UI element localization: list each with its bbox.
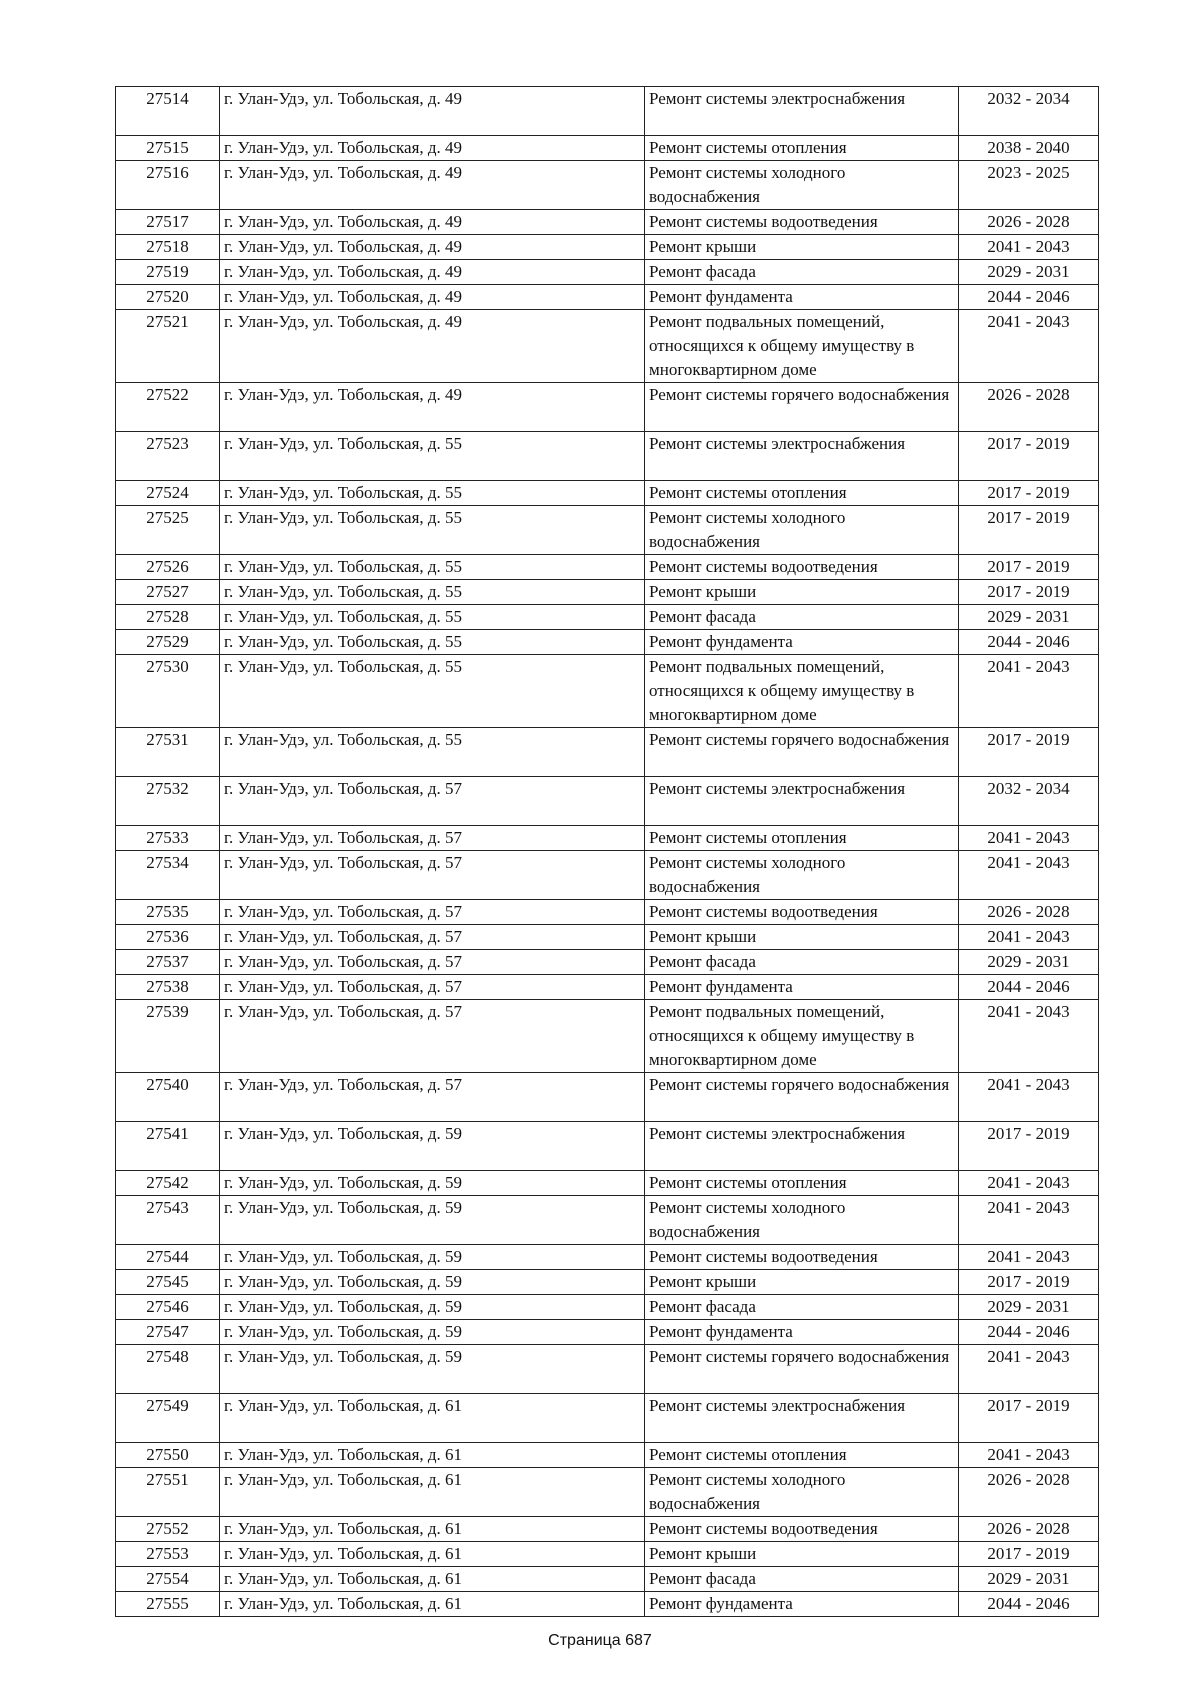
table-row [116, 432, 1099, 481]
address-cell: г. Улан-Удэ, ул. Тобольская, д. 55 [220, 605, 645, 630]
work-type-cell: Ремонт фундамента [645, 630, 959, 655]
work-type-cell: Ремонт системы горячего водоснабжения [645, 383, 959, 432]
address-cell: г. Улан-Удэ, ул. Тобольская, д. 59 [220, 1245, 645, 1270]
table-row [116, 555, 1099, 580]
table-row [116, 506, 1099, 555]
address-cell: г. Улан-Удэ, ул. Тобольская, д. 49 [220, 285, 645, 310]
address-cell: г. Улан-Удэ, ул. Тобольская, д. 57 [220, 777, 645, 826]
table-body [116, 87, 1099, 1617]
id-cell: 27522 [116, 383, 220, 432]
work-type-cell: Ремонт системы электроснабжения [645, 1394, 959, 1443]
table-row [116, 1517, 1099, 1542]
period-cell: 2044 - 2046 [959, 975, 1099, 1000]
work-type-cell: Ремонт системы водоотведения [645, 1245, 959, 1270]
work-type-cell: Ремонт фасада [645, 260, 959, 285]
address-cell: г. Улан-Удэ, ул. Тобольская, д. 55 [220, 630, 645, 655]
address-cell: г. Улан-Удэ, ул. Тобольская, д. 59 [220, 1171, 645, 1196]
id-cell: 27518 [116, 235, 220, 260]
table-row [116, 1295, 1099, 1320]
address-cell: г. Улан-Удэ, ул. Тобольская, д. 49 [220, 310, 645, 383]
work-type-cell: Ремонт системы отопления [645, 1171, 959, 1196]
work-type-cell: Ремонт крыши [645, 1542, 959, 1567]
period-cell: 2041 - 2043 [959, 1196, 1099, 1245]
period-cell: 2044 - 2046 [959, 1592, 1099, 1617]
period-cell: 2017 - 2019 [959, 1542, 1099, 1567]
table-row [116, 950, 1099, 975]
table-row [116, 1320, 1099, 1345]
id-cell: 27529 [116, 630, 220, 655]
address-cell: г. Улан-Удэ, ул. Тобольская, д. 57 [220, 900, 645, 925]
work-type-cell: Ремонт системы электроснабжения [645, 87, 959, 136]
table-row [116, 1443, 1099, 1468]
address-cell: г. Улан-Удэ, ул. Тобольская, д. 55 [220, 481, 645, 506]
address-cell: г. Улан-Удэ, ул. Тобольская, д. 49 [220, 383, 645, 432]
table-row [116, 310, 1099, 383]
period-cell: 2041 - 2043 [959, 1345, 1099, 1394]
id-cell: 27514 [116, 87, 220, 136]
period-cell: 2026 - 2028 [959, 1468, 1099, 1517]
table-row [116, 481, 1099, 506]
period-cell: 2023 - 2025 [959, 161, 1099, 210]
id-cell: 27517 [116, 210, 220, 235]
address-cell: г. Улан-Удэ, ул. Тобольская, д. 57 [220, 975, 645, 1000]
address-cell: г. Улан-Удэ, ул. Тобольская, д. 61 [220, 1542, 645, 1567]
table-row [116, 925, 1099, 950]
work-type-cell: Ремонт фасада [645, 1567, 959, 1592]
table-row [116, 900, 1099, 925]
period-cell: 2026 - 2028 [959, 900, 1099, 925]
id-cell: 27550 [116, 1443, 220, 1468]
work-type-cell: Ремонт системы водоотведения [645, 1517, 959, 1542]
work-type-cell: Ремонт системы отопления [645, 1443, 959, 1468]
table-row [116, 630, 1099, 655]
period-cell: 2017 - 2019 [959, 728, 1099, 777]
table-row [116, 260, 1099, 285]
period-cell: 2044 - 2046 [959, 1320, 1099, 1345]
id-cell: 27552 [116, 1517, 220, 1542]
table-row [116, 1270, 1099, 1295]
table-row [116, 777, 1099, 826]
table-row [116, 655, 1099, 728]
work-type-cell: Ремонт системы отопления [645, 481, 959, 506]
work-type-cell: Ремонт системы холодного водоснабжения [645, 1196, 959, 1245]
work-type-cell: Ремонт фундамента [645, 285, 959, 310]
table-row [116, 1592, 1099, 1617]
work-type-cell: Ремонт системы холодного водоснабжения [645, 851, 959, 900]
address-cell: г. Улан-Удэ, ул. Тобольская, д. 55 [220, 555, 645, 580]
id-cell: 27537 [116, 950, 220, 975]
work-type-cell: Ремонт системы электроснабжения [645, 777, 959, 826]
address-cell: г. Улан-Удэ, ул. Тобольская, д. 61 [220, 1443, 645, 1468]
address-cell: г. Улан-Удэ, ул. Тобольская, д. 61 [220, 1468, 645, 1517]
id-cell: 27536 [116, 925, 220, 950]
work-type-cell: Ремонт системы водоотведения [645, 900, 959, 925]
id-cell: 27555 [116, 1592, 220, 1617]
table-row [116, 1345, 1099, 1394]
id-cell: 27516 [116, 161, 220, 210]
table-row [116, 1000, 1099, 1073]
id-cell: 27542 [116, 1171, 220, 1196]
period-cell: 2026 - 2028 [959, 1517, 1099, 1542]
id-cell: 27520 [116, 285, 220, 310]
work-type-cell: Ремонт системы горячего водоснабжения [645, 1073, 959, 1122]
period-cell: 2041 - 2043 [959, 310, 1099, 383]
id-cell: 27539 [116, 1000, 220, 1073]
address-cell: г. Улан-Удэ, ул. Тобольская, д. 57 [220, 1073, 645, 1122]
period-cell: 2029 - 2031 [959, 950, 1099, 975]
address-cell: г. Улан-Удэ, ул. Тобольская, д. 61 [220, 1517, 645, 1542]
work-type-cell: Ремонт системы холодного водоснабжения [645, 506, 959, 555]
id-cell: 27534 [116, 851, 220, 900]
table-row [116, 1542, 1099, 1567]
id-cell: 27541 [116, 1122, 220, 1171]
work-type-cell: Ремонт крыши [645, 235, 959, 260]
id-cell: 27540 [116, 1073, 220, 1122]
work-type-cell: Ремонт крыши [645, 580, 959, 605]
work-type-cell: Ремонт системы электроснабжения [645, 432, 959, 481]
work-type-cell: Ремонт крыши [645, 1270, 959, 1295]
id-cell: 27546 [116, 1295, 220, 1320]
id-cell: 27543 [116, 1196, 220, 1245]
address-cell: г. Улан-Удэ, ул. Тобольская, д. 49 [220, 161, 645, 210]
work-type-cell: Ремонт системы горячего водоснабжения [645, 728, 959, 777]
address-cell: г. Улан-Удэ, ул. Тобольская, д. 61 [220, 1567, 645, 1592]
table-row [116, 1073, 1099, 1122]
id-cell: 27535 [116, 900, 220, 925]
work-type-cell: Ремонт фундамента [645, 1320, 959, 1345]
period-cell: 2017 - 2019 [959, 481, 1099, 506]
id-cell: 27544 [116, 1245, 220, 1270]
table-row [116, 1171, 1099, 1196]
period-cell: 2038 - 2040 [959, 136, 1099, 161]
id-cell: 27530 [116, 655, 220, 728]
period-cell: 2044 - 2046 [959, 630, 1099, 655]
address-cell: г. Улан-Удэ, ул. Тобольская, д. 61 [220, 1394, 645, 1443]
table-row [116, 87, 1099, 136]
id-cell: 27521 [116, 310, 220, 383]
address-cell: г. Улан-Удэ, ул. Тобольская, д. 59 [220, 1270, 645, 1295]
work-type-cell: Ремонт фундамента [645, 975, 959, 1000]
repair-schedule-table [115, 86, 1099, 1617]
id-cell: 27551 [116, 1468, 220, 1517]
period-cell: 2026 - 2028 [959, 383, 1099, 432]
table-row [116, 136, 1099, 161]
work-type-cell: Ремонт фасада [645, 1295, 959, 1320]
id-cell: 27532 [116, 777, 220, 826]
period-cell: 2029 - 2031 [959, 1567, 1099, 1592]
work-type-cell: Ремонт подвальных помещений, относящихся к общему имуществу в многоквартирном доме [645, 310, 959, 383]
address-cell: г. Улан-Удэ, ул. Тобольская, д. 49 [220, 87, 645, 136]
work-type-cell: Ремонт крыши [645, 925, 959, 950]
id-cell: 27531 [116, 728, 220, 777]
period-cell: 2017 - 2019 [959, 1122, 1099, 1171]
id-cell: 27515 [116, 136, 220, 161]
period-cell: 2029 - 2031 [959, 260, 1099, 285]
address-cell: г. Улан-Удэ, ул. Тобольская, д. 57 [220, 950, 645, 975]
id-cell: 27527 [116, 580, 220, 605]
period-cell: 2041 - 2043 [959, 826, 1099, 851]
id-cell: 27538 [116, 975, 220, 1000]
work-type-cell: Ремонт фасада [645, 605, 959, 630]
address-cell: г. Улан-Удэ, ул. Тобольская, д. 59 [220, 1196, 645, 1245]
table-row [116, 826, 1099, 851]
table-row [116, 235, 1099, 260]
table-row [116, 383, 1099, 432]
period-cell: 2029 - 2031 [959, 605, 1099, 630]
period-cell: 2026 - 2028 [959, 210, 1099, 235]
work-type-cell: Ремонт системы холодного водоснабжения [645, 161, 959, 210]
period-cell: 2017 - 2019 [959, 432, 1099, 481]
address-cell: г. Улан-Удэ, ул. Тобольская, д. 57 [220, 851, 645, 900]
table-row [116, 1567, 1099, 1592]
id-cell: 27554 [116, 1567, 220, 1592]
address-cell: г. Улан-Удэ, ул. Тобольская, д. 57 [220, 826, 645, 851]
id-cell: 27524 [116, 481, 220, 506]
address-cell: г. Улан-Удэ, ул. Тобольская, д. 55 [220, 432, 645, 481]
period-cell: 2041 - 2043 [959, 1073, 1099, 1122]
address-cell: г. Улан-Удэ, ул. Тобольская, д. 59 [220, 1320, 645, 1345]
table-row [116, 210, 1099, 235]
address-cell: г. Улан-Удэ, ул. Тобольская, д. 49 [220, 260, 645, 285]
page-number: Страница 687 [548, 1632, 652, 1649]
work-type-cell: Ремонт системы холодного водоснабжения [645, 1468, 959, 1517]
period-cell: 2017 - 2019 [959, 506, 1099, 555]
address-cell: г. Улан-Удэ, ул. Тобольская, д. 49 [220, 210, 645, 235]
period-cell: 2017 - 2019 [959, 555, 1099, 580]
period-cell: 2032 - 2034 [959, 87, 1099, 136]
work-type-cell: Ремонт подвальных помещений, относящихся к общему имуществу в многоквартирном доме [645, 1000, 959, 1073]
table-row [116, 1245, 1099, 1270]
id-cell: 27525 [116, 506, 220, 555]
period-cell: 2041 - 2043 [959, 925, 1099, 950]
period-cell: 2017 - 2019 [959, 1270, 1099, 1295]
period-cell: 2017 - 2019 [959, 580, 1099, 605]
id-cell: 27533 [116, 826, 220, 851]
work-type-cell: Ремонт системы горячего водоснабжения [645, 1345, 959, 1394]
table-row [116, 1196, 1099, 1245]
address-cell: г. Улан-Удэ, ул. Тобольская, д. 55 [220, 506, 645, 555]
address-cell: г. Улан-Удэ, ул. Тобольская, д. 59 [220, 1122, 645, 1171]
address-cell: г. Улан-Удэ, ул. Тобольская, д. 55 [220, 655, 645, 728]
table-row [116, 161, 1099, 210]
period-cell: 2032 - 2034 [959, 777, 1099, 826]
table-row [116, 728, 1099, 777]
table-row [116, 851, 1099, 900]
work-type-cell: Ремонт фасада [645, 950, 959, 975]
id-cell: 27545 [116, 1270, 220, 1295]
address-cell: г. Улан-Удэ, ул. Тобольская, д. 59 [220, 1295, 645, 1320]
period-cell: 2041 - 2043 [959, 1443, 1099, 1468]
period-cell: 2044 - 2046 [959, 285, 1099, 310]
period-cell: 2041 - 2043 [959, 1245, 1099, 1270]
work-type-cell: Ремонт фундамента [645, 1592, 959, 1617]
work-type-cell: Ремонт системы электроснабжения [645, 1122, 959, 1171]
id-cell: 27528 [116, 605, 220, 630]
address-cell: г. Улан-Удэ, ул. Тобольская, д. 49 [220, 136, 645, 161]
id-cell: 27547 [116, 1320, 220, 1345]
address-cell: г. Улан-Удэ, ул. Тобольская, д. 55 [220, 580, 645, 605]
period-cell: 2041 - 2043 [959, 1171, 1099, 1196]
address-cell: г. Улан-Удэ, ул. Тобольская, д. 57 [220, 925, 645, 950]
table-row [116, 580, 1099, 605]
address-cell: г. Улан-Удэ, ул. Тобольская, д. 55 [220, 728, 645, 777]
table-row [116, 975, 1099, 1000]
period-cell: 2041 - 2043 [959, 655, 1099, 728]
table-row [116, 285, 1099, 310]
address-cell: г. Улан-Удэ, ул. Тобольская, д. 57 [220, 1000, 645, 1073]
work-type-cell: Ремонт подвальных помещений, относящихся к общему имуществу в многоквартирном доме [645, 655, 959, 728]
period-cell: 2041 - 2043 [959, 235, 1099, 260]
id-cell: 27523 [116, 432, 220, 481]
work-type-cell: Ремонт системы водоотведения [645, 210, 959, 235]
table-row [116, 1468, 1099, 1517]
work-type-cell: Ремонт системы отопления [645, 826, 959, 851]
address-cell: г. Улан-Удэ, ул. Тобольская, д. 49 [220, 235, 645, 260]
period-cell: 2017 - 2019 [959, 1394, 1099, 1443]
id-cell: 27519 [116, 260, 220, 285]
address-cell: г. Улан-Удэ, ул. Тобольская, д. 61 [220, 1592, 645, 1617]
id-cell: 27526 [116, 555, 220, 580]
work-type-cell: Ремонт системы отопления [645, 136, 959, 161]
id-cell: 27549 [116, 1394, 220, 1443]
table-row [116, 1394, 1099, 1443]
period-cell: 2029 - 2031 [959, 1295, 1099, 1320]
work-type-cell: Ремонт системы водоотведения [645, 555, 959, 580]
id-cell: 27548 [116, 1345, 220, 1394]
address-cell: г. Улан-Удэ, ул. Тобольская, д. 59 [220, 1345, 645, 1394]
table-row [116, 1122, 1099, 1171]
period-cell: 2041 - 2043 [959, 1000, 1099, 1073]
id-cell: 27553 [116, 1542, 220, 1567]
table-row [116, 605, 1099, 630]
period-cell: 2041 - 2043 [959, 851, 1099, 900]
